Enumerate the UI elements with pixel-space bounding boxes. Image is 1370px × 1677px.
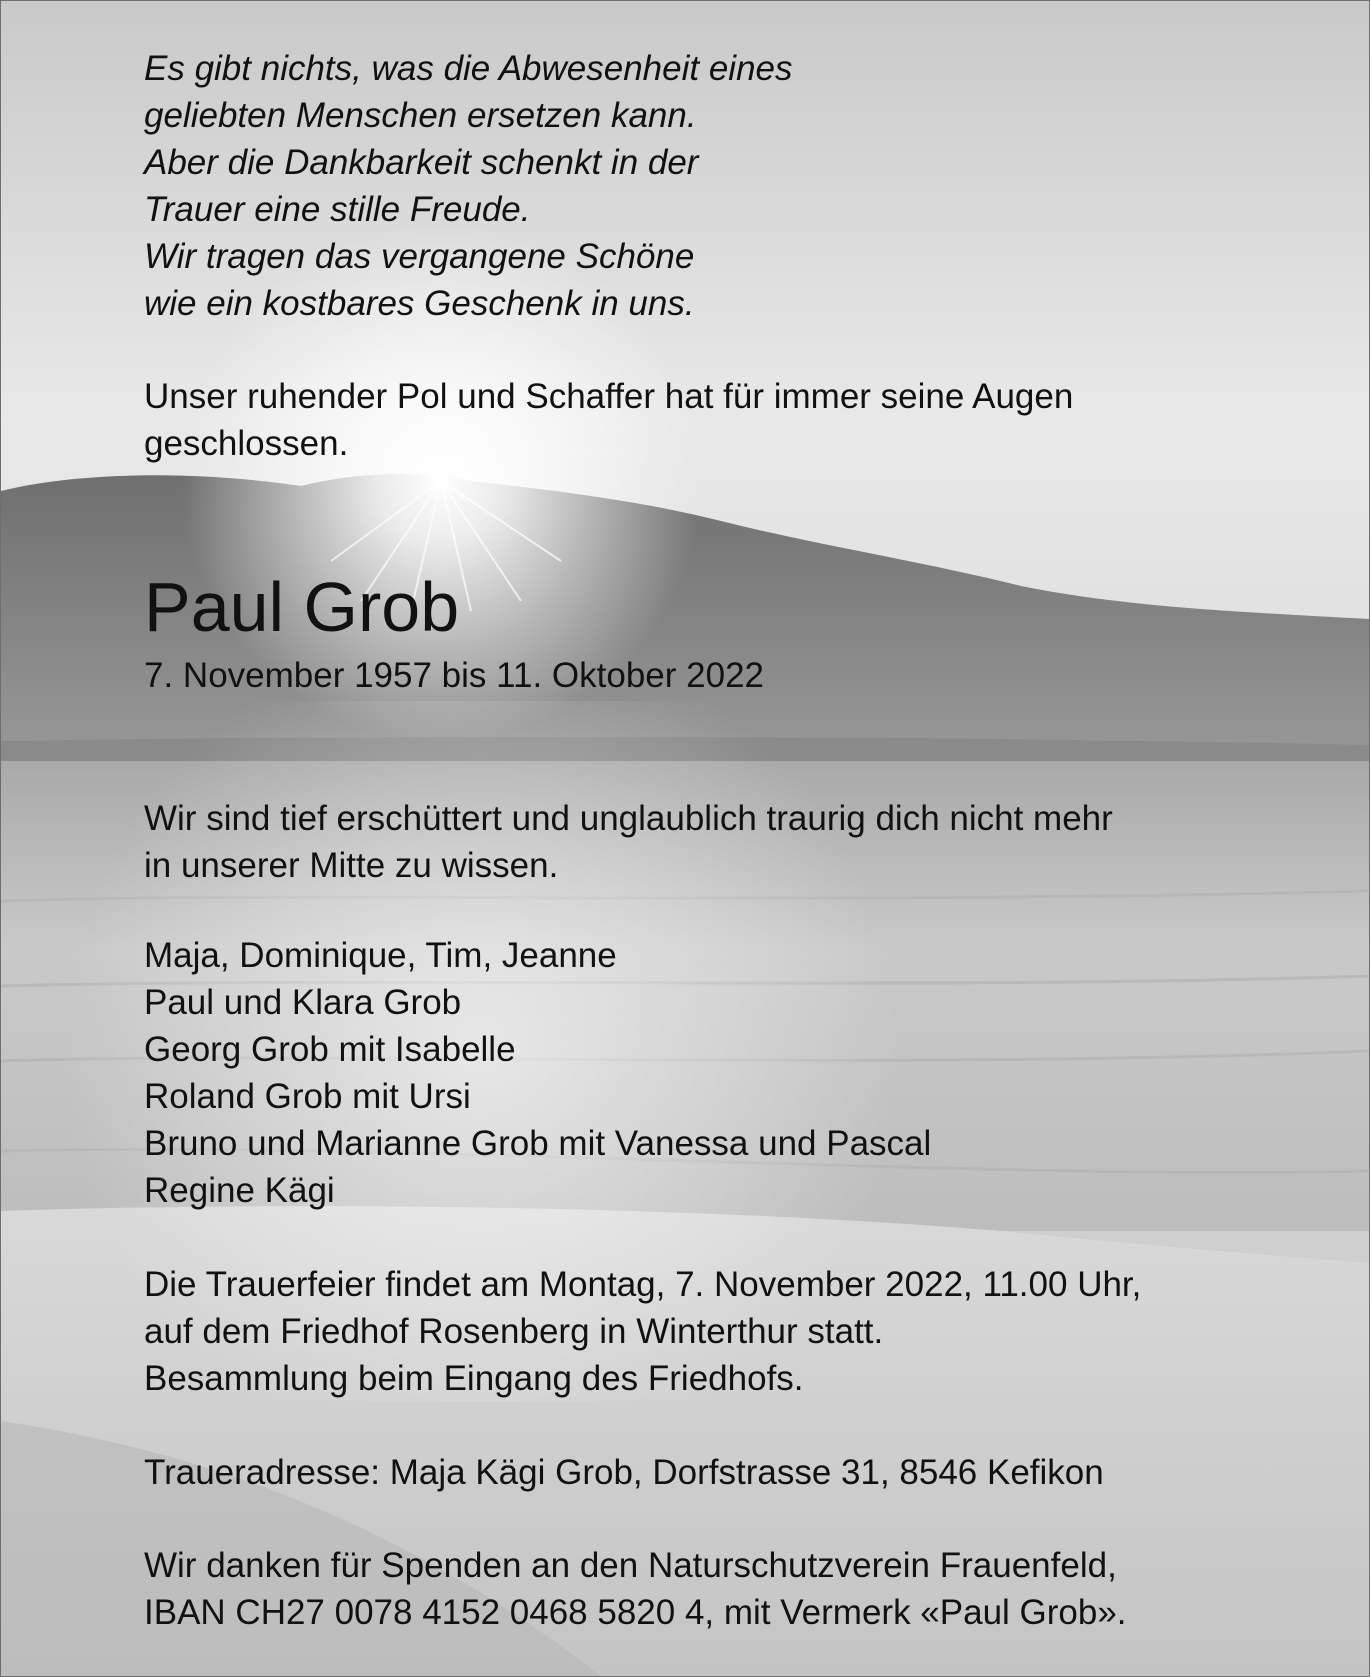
sorrow-paragraph (144, 795, 1113, 889)
sorrow-line: in unserer Mitte zu wissen. (144, 846, 559, 885)
mourner-line: Maja, Dominique, Tim, Jeanne (144, 936, 617, 975)
mourners-list (144, 932, 931, 1214)
donation-line: IBAN CH27 0078 4152 0468 5820 4, mit Vermerk «Paul Grob». (144, 1593, 1127, 1632)
poem-line: Trauer eine stille Freude. (144, 190, 531, 229)
mourning-address (144, 1449, 1104, 1496)
sorrow-line: Wir sind tief erschüttert und unglaublich traurig dich nicht mehr (144, 799, 1113, 838)
mourner-line: Paul und Klara Grob (144, 983, 462, 1022)
poem-line: Es gibt nichts, was die Abwesenheit eines (144, 49, 793, 88)
life-dates: 7. November 1957 bis 11. Oktober 2022 (144, 656, 765, 695)
poem-line: geliebten Menschen ersetzen kann. (144, 96, 697, 135)
mourner-line: Regine Kägi (144, 1171, 335, 1210)
poem-line: Aber die Dankbarkeit schenkt in der (144, 143, 699, 182)
ceremony-line: auf dem Friedhof Rosenberg in Winterthur statt. (144, 1312, 884, 1351)
ceremony-line: Die Trauerfeier findet am Montag, 7. November 2022, 11.00 Uhr, (144, 1265, 1142, 1304)
address-line: Traueradresse: Maja Kägi Grob, Dorfstrasse 31, 8546 Kefikon (144, 1453, 1104, 1492)
memorial-poem (144, 45, 793, 327)
mourner-line: Georg Grob mit Isabelle (144, 1030, 516, 1069)
ceremony-paragraph (144, 1261, 1141, 1402)
donation-line: Wir danken für Spenden an den Naturschutzverein Frauenfeld, (144, 1546, 1117, 1585)
poem-line: Wir tragen das vergangene Schöne (144, 237, 695, 276)
intro-line: Unser ruhender Pol und Schaffer hat für immer seine Augen (144, 377, 1074, 416)
intro-line: geschlossen. (144, 424, 349, 463)
mourner-line: Bruno und Marianne Grob mit Vanessa und Pascal (144, 1124, 932, 1163)
donation-paragraph (144, 1542, 1127, 1636)
poem-line: wie ein kostbares Geschenk in uns. (144, 284, 695, 323)
mourner-line: Roland Grob mit Ursi (144, 1077, 471, 1116)
ceremony-line: Besammlung beim Eingang des Friedhofs. (144, 1359, 804, 1398)
intro-paragraph (144, 373, 1073, 467)
deceased-name: Paul Grob (144, 568, 460, 646)
